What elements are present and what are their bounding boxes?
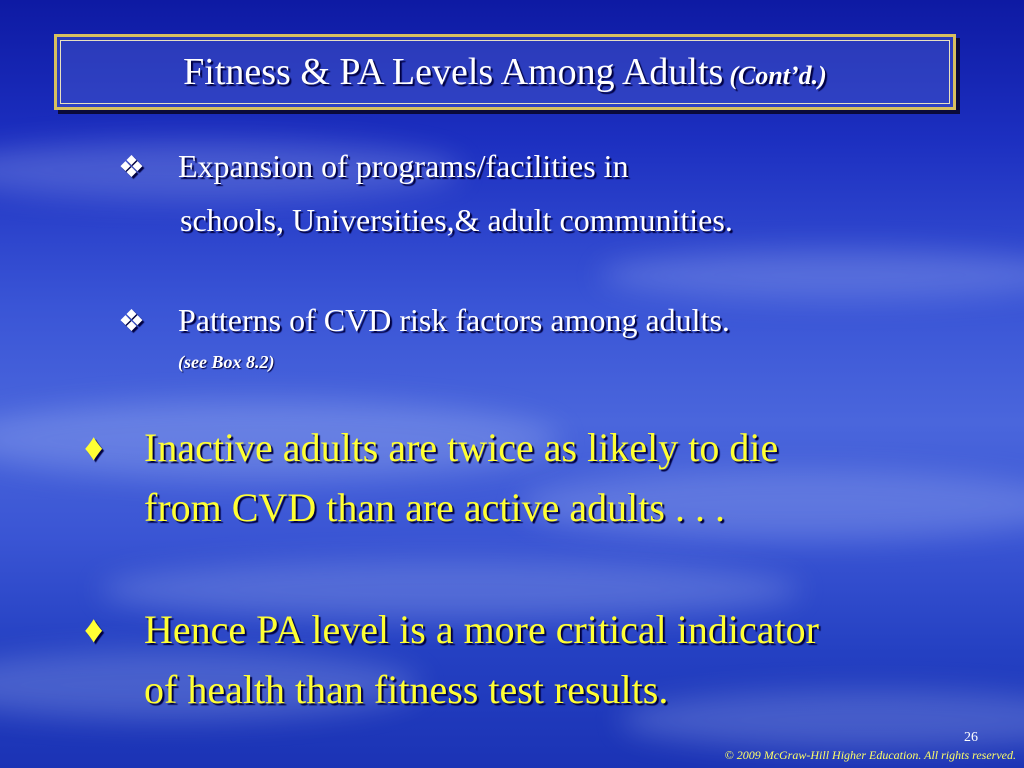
sub-bullet-1-line-2: schools, Universities,& adult communities. bbox=[180, 202, 733, 238]
page-number: 26 bbox=[964, 730, 978, 745]
sub-bullet-2-note: (see Box 8.2) bbox=[178, 352, 275, 372]
diamond-bullet-icon: ♦ bbox=[84, 427, 104, 469]
slide-title-main: Fitness & PA Levels Among Adults bbox=[183, 51, 724, 93]
main-bullet-1-line-2: from CVD than are active adults . . . bbox=[144, 485, 725, 530]
cloud-decoration bbox=[600, 250, 1024, 300]
sub-bullet-1-line-1: Expansion of programs/facilities in bbox=[178, 148, 629, 184]
main-bullet-1-line-1: Inactive adults are twice as likely to die bbox=[144, 425, 779, 470]
diamond-cluster-bullet-icon: ❖ bbox=[118, 151, 145, 184]
diamond-cluster-bullet-icon: ❖ bbox=[118, 305, 145, 338]
main-bullet-2-line-2: of health than fitness test results. bbox=[144, 667, 669, 712]
sub-bullet-2-line-1: Patterns of CVD risk factors among adults. bbox=[178, 302, 730, 338]
copyright-notice: © 2009 McGraw-Hill Higher Education. All rights reserved. bbox=[724, 748, 1016, 762]
title-box bbox=[54, 34, 956, 110]
diamond-bullet-icon: ♦ bbox=[84, 609, 104, 651]
main-bullet-2-line-1: Hence PA level is a more critical indicator bbox=[144, 607, 819, 652]
slide-title bbox=[183, 50, 827, 94]
slide-title-suffix: (Cont’d.) bbox=[729, 61, 827, 90]
